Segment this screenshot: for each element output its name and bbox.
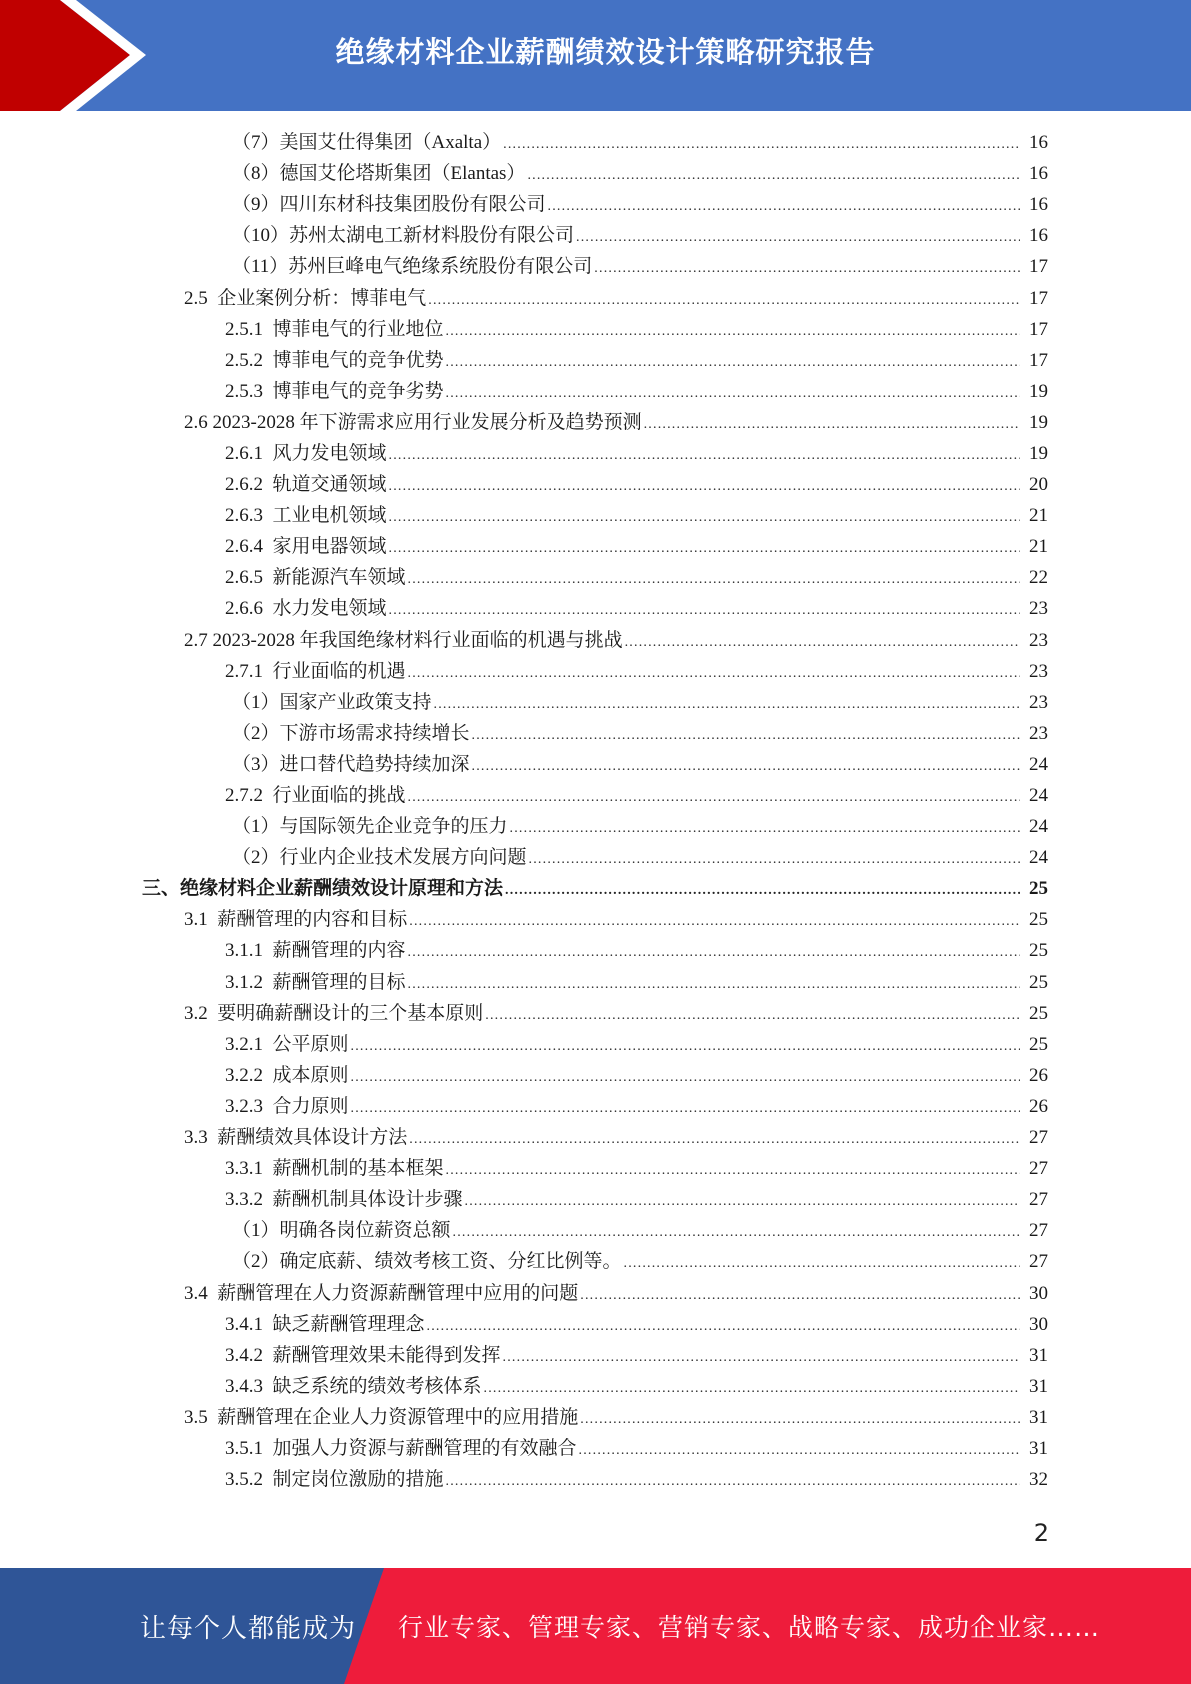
toc-entry-title: 2.6.3 工业电机领域	[225, 505, 387, 527]
toc-leader-dots	[510, 813, 1020, 844]
toc-entry-page: 31	[1029, 1406, 1048, 1428]
toc-entry[interactable]	[0, 967, 1191, 998]
toc-entry[interactable]	[0, 904, 1191, 935]
toc-entry-page: 24	[1029, 753, 1048, 775]
toc-leader-dots	[351, 1093, 1020, 1124]
toc-leader-dots	[409, 906, 1020, 937]
toc-entry-title: 3.1 薪酬管理的内容和目标	[184, 909, 408, 931]
toc-entry[interactable]	[0, 1122, 1191, 1153]
toc-leader-dots	[351, 1062, 1020, 1093]
toc-leader-dots	[505, 875, 1020, 906]
toc-entry-page: 25	[1029, 1033, 1048, 1055]
toc-entry-title: 3.3.1 薪酬机制的基本框架	[225, 1158, 444, 1180]
toc-entry-title: 2.5.2 博菲电气的竞争优势	[225, 349, 444, 371]
toc-entry-title: （2）确定底薪、绩效考核工资、分红比例等。	[232, 1251, 622, 1273]
toc-leader-dots	[434, 689, 1020, 720]
toc-entry[interactable]	[0, 1433, 1191, 1464]
toc-entry-page: 32	[1029, 1469, 1048, 1491]
toc-entry[interactable]	[0, 593, 1191, 624]
toc-leader-dots	[579, 1435, 1020, 1466]
toc-leader-dots	[408, 937, 1020, 968]
toc-leader-dots	[527, 160, 1020, 191]
toc-entry-title: 3.3 薪酬绩效具体设计方法	[184, 1127, 408, 1149]
toc-leader-dots	[446, 378, 1020, 409]
toc-entry-page: 31	[1029, 1375, 1048, 1397]
toc-entry[interactable]	[0, 1153, 1191, 1184]
toc-entry-page: 25	[1029, 878, 1048, 900]
toc-entry[interactable]	[0, 345, 1191, 376]
toc-entry-page: 23	[1029, 691, 1048, 713]
toc-entry[interactable]	[0, 811, 1191, 842]
toc-entry-page: 25	[1029, 940, 1048, 962]
toc-entry-title: 2.6.2 轨道交通领域	[225, 474, 387, 496]
table-of-contents	[0, 127, 1191, 1495]
toc-entry[interactable]	[0, 1246, 1191, 1277]
toc-entry[interactable]	[0, 998, 1191, 1029]
toc-entry-title: （1）明确各岗位薪资总额	[232, 1220, 451, 1242]
toc-leader-dots	[427, 1311, 1020, 1342]
toc-entry[interactable]	[0, 1371, 1191, 1402]
toc-entry-title: 2.6.4 家用电器领域	[225, 536, 387, 558]
toc-leader-dots	[624, 1248, 1020, 1279]
toc-entry-page: 25	[1029, 1002, 1048, 1024]
toc-leader-dots	[465, 1186, 1020, 1217]
toc-entry-title: 3.2.1 公平原则	[225, 1033, 349, 1055]
toc-entry[interactable]	[0, 749, 1191, 780]
toc-entry-page: 16	[1029, 225, 1048, 247]
toc-entry-page: 31	[1029, 1344, 1048, 1366]
toc-entry[interactable]	[0, 873, 1191, 904]
toc-leader-dots	[446, 1466, 1020, 1497]
page-footer	[0, 1568, 1191, 1684]
toc-entry[interactable]	[0, 531, 1191, 562]
toc-entry[interactable]	[0, 1309, 1191, 1340]
toc-entry-title: 3.4.3 缺乏系统的绩效考核体系	[225, 1375, 482, 1397]
toc-leader-dots	[625, 627, 1020, 658]
toc-entry[interactable]	[0, 1402, 1191, 1433]
toc-entry-title: 2.5.1 博菲电气的行业地位	[225, 318, 444, 340]
toc-leader-dots	[408, 782, 1020, 813]
toc-leader-dots	[644, 409, 1020, 440]
toc-entry-title: 3.4 薪酬管理在人力资源薪酬管理中应用的问题	[184, 1282, 579, 1304]
toc-leader-dots	[446, 347, 1020, 378]
toc-entry-title: （1）国家产业政策支持	[232, 691, 432, 713]
toc-entry[interactable]	[0, 1464, 1191, 1495]
toc-entry-title: （9）四川东材科技集团股份有限公司	[232, 194, 546, 216]
toc-entry-page: 23	[1029, 660, 1048, 682]
toc-entry-page: 26	[1029, 1064, 1048, 1086]
toc-leader-dots	[351, 1031, 1020, 1062]
toc-entry[interactable]	[0, 842, 1191, 873]
toc-entry[interactable]	[0, 469, 1191, 500]
footer-slogan: 让每个人都能成为	[140, 1613, 357, 1644]
toc-leader-dots	[389, 471, 1020, 502]
toc-entry-title: （3）进口替代趋势持续加深	[232, 753, 470, 775]
toc-entry-title: 2.6.6 水力发电领域	[225, 598, 387, 620]
toc-entry-title: （11）苏州巨峰电气绝缘系统股份有限公司	[232, 256, 593, 278]
toc-entry-title: 3.2.2 成本原则	[225, 1064, 349, 1086]
toc-entry-page: 24	[1029, 785, 1048, 807]
toc-entry-page: 30	[1029, 1313, 1048, 1335]
toc-entry-page: 25	[1029, 909, 1048, 931]
toc-entry-page: 27	[1029, 1127, 1048, 1149]
toc-leader-dots	[503, 1342, 1020, 1373]
toc-entry[interactable]	[0, 1340, 1191, 1371]
page-number: 2	[1033, 1519, 1049, 1547]
toc-entry-page: 16	[1029, 132, 1048, 154]
toc-entry-page: 23	[1029, 722, 1048, 744]
toc-entry-page: 27	[1029, 1189, 1048, 1211]
toc-leader-dots	[548, 191, 1020, 222]
toc-entry-title: 2.6 2023-2028 年下游需求应用行业发展分析及趋势预测	[184, 411, 642, 433]
toc-entry-page: 27	[1029, 1220, 1048, 1242]
toc-entry-page: 24	[1029, 816, 1048, 838]
toc-entry-page: 17	[1029, 318, 1048, 340]
toc-entry-page: 17	[1029, 349, 1048, 371]
toc-entry-page: 22	[1029, 567, 1048, 589]
toc-entry[interactable]	[0, 935, 1191, 966]
toc-entry[interactable]	[0, 1215, 1191, 1246]
toc-entry-page: 23	[1029, 598, 1048, 620]
toc-entry-page: 26	[1029, 1095, 1048, 1117]
toc-leader-dots	[389, 533, 1020, 564]
toc-leader-dots	[409, 1124, 1020, 1155]
toc-entry-title: 2.7.1 行业面临的机遇	[225, 660, 406, 682]
toc-entry[interactable]	[0, 438, 1191, 469]
toc-leader-dots	[408, 969, 1020, 1000]
toc-entry-page: 30	[1029, 1282, 1048, 1304]
toc-entry-title: （8）德国艾伦塔斯集团（Elantas）	[232, 163, 526, 185]
toc-entry[interactable]	[0, 158, 1191, 189]
toc-leader-dots	[446, 316, 1020, 347]
toc-entry-title: 3.2.3 合力原则	[225, 1095, 349, 1117]
toc-entry[interactable]	[0, 376, 1191, 407]
toc-entry[interactable]	[0, 687, 1191, 718]
toc-entry[interactable]	[0, 189, 1191, 220]
toc-entry[interactable]	[0, 220, 1191, 251]
toc-entry-page: 20	[1029, 474, 1048, 496]
toc-leader-dots	[485, 1000, 1020, 1031]
toc-entry-title: 3.3.2 薪酬机制具体设计步骤	[225, 1189, 463, 1211]
toc-entry[interactable]	[0, 282, 1191, 313]
toc-entry[interactable]	[0, 407, 1191, 438]
toc-entry[interactable]	[0, 1029, 1191, 1060]
toc-entry-title: 3.5.1 加强人力资源与薪酬管理的有效融合	[225, 1437, 577, 1459]
toc-entry-page: 19	[1029, 411, 1048, 433]
toc-leader-dots	[529, 844, 1020, 875]
toc-entry-page: 19	[1029, 442, 1048, 464]
toc-leader-dots	[484, 1373, 1020, 1404]
toc-entry-page: 27	[1029, 1158, 1048, 1180]
footer-roles: 行业专家、管理专家、营销专家、战略专家、成功企业家……	[398, 1613, 1101, 1642]
toc-entry-title: 3.1.1 薪酬管理的内容	[225, 940, 406, 962]
toc-entry-title: （10）苏州太湖电工新材料股份有限公司	[232, 225, 575, 247]
toc-entry[interactable]	[0, 562, 1191, 593]
toc-entry-title: 3.4.1 缺乏薪酬管理理念	[225, 1313, 425, 1335]
toc-leader-dots	[453, 1217, 1020, 1248]
toc-entry-page: 24	[1029, 847, 1048, 869]
toc-leader-dots	[389, 595, 1020, 626]
toc-leader-dots	[580, 1404, 1020, 1435]
toc-entry[interactable]	[0, 314, 1191, 345]
toc-entry-title: （7）美国艾仕得集团（Axalta）	[232, 132, 502, 154]
toc-leader-dots	[472, 751, 1020, 782]
toc-entry-title: 2.5.3 博菲电气的竞争劣势	[225, 380, 444, 402]
toc-entry-page: 21	[1029, 536, 1048, 558]
toc-leader-dots	[446, 1155, 1020, 1186]
toc-entry-title: 3.5.2 制定岗位激励的措施	[225, 1469, 444, 1491]
toc-entry-page: 23	[1029, 629, 1048, 651]
toc-entry[interactable]	[0, 251, 1191, 282]
toc-leader-dots	[472, 720, 1020, 751]
toc-leader-dots	[580, 1280, 1020, 1311]
toc-entry-page: 25	[1029, 971, 1048, 993]
toc-entry-page: 19	[1029, 380, 1048, 402]
toc-entry[interactable]	[0, 1060, 1191, 1091]
toc-entry-title: 2.7.2 行业面临的挑战	[225, 785, 406, 807]
toc-entry-title: 3.1.2 薪酬管理的目标	[225, 971, 406, 993]
toc-entry[interactable]	[0, 656, 1191, 687]
toc-entry-title: （1）与国际领先企业竞争的压力	[232, 816, 508, 838]
toc-entry[interactable]	[0, 1184, 1191, 1215]
toc-entry-title: 3.4.2 薪酬管理效果未能得到发挥	[225, 1344, 501, 1366]
page-header	[0, 0, 1191, 111]
toc-entry-page: 31	[1029, 1437, 1048, 1459]
toc-entry[interactable]	[0, 780, 1191, 811]
toc-leader-dots	[389, 502, 1020, 533]
toc-entry[interactable]	[0, 718, 1191, 749]
toc-leader-dots	[428, 285, 1020, 316]
toc-entry-title: （2）行业内企业技术发展方向问题	[232, 847, 527, 869]
toc-entry-page: 21	[1029, 505, 1048, 527]
toc-entry-page: 17	[1029, 256, 1048, 278]
toc-entry-title: 2.6.5 新能源汽车领域	[225, 567, 406, 589]
toc-leader-dots	[408, 658, 1020, 689]
toc-entry-page: 16	[1029, 194, 1048, 216]
toc-entry[interactable]	[0, 1277, 1191, 1308]
toc-entry-title: 2.6.1 风力发电领域	[225, 442, 387, 464]
toc-leader-dots	[408, 564, 1020, 595]
toc-entry-page: 16	[1029, 163, 1048, 185]
toc-leader-dots	[503, 129, 1020, 160]
toc-entry-title: 2.5 企业案例分析：博菲电气	[184, 287, 427, 309]
toc-leader-dots	[389, 440, 1020, 471]
toc-entry[interactable]	[0, 1091, 1191, 1122]
toc-entry-page: 27	[1029, 1251, 1048, 1273]
toc-entry[interactable]	[0, 127, 1191, 158]
toc-entry[interactable]	[0, 500, 1191, 531]
toc-entry-title: 3.2 要明确薪酬设计的三个基本原则	[184, 1002, 484, 1024]
toc-entry-page: 17	[1029, 287, 1048, 309]
toc-entry-title: 三、绝缘材料企业薪酬绩效设计原理和方法	[142, 878, 504, 900]
toc-leader-dots	[594, 253, 1020, 284]
report-title: 绝缘材料企业薪酬绩效设计策略研究报告	[335, 34, 876, 69]
toc-entry[interactable]	[0, 625, 1191, 656]
toc-entry-title: （2）下游市场需求持续增长	[232, 722, 470, 744]
toc-leader-dots	[576, 222, 1020, 253]
toc-entry-title: 3.5 薪酬管理在企业人力资源管理中的应用措施	[184, 1406, 579, 1428]
toc-entry-title: 2.7 2023-2028 年我国绝缘材料行业面临的机遇与挑战	[184, 629, 623, 651]
